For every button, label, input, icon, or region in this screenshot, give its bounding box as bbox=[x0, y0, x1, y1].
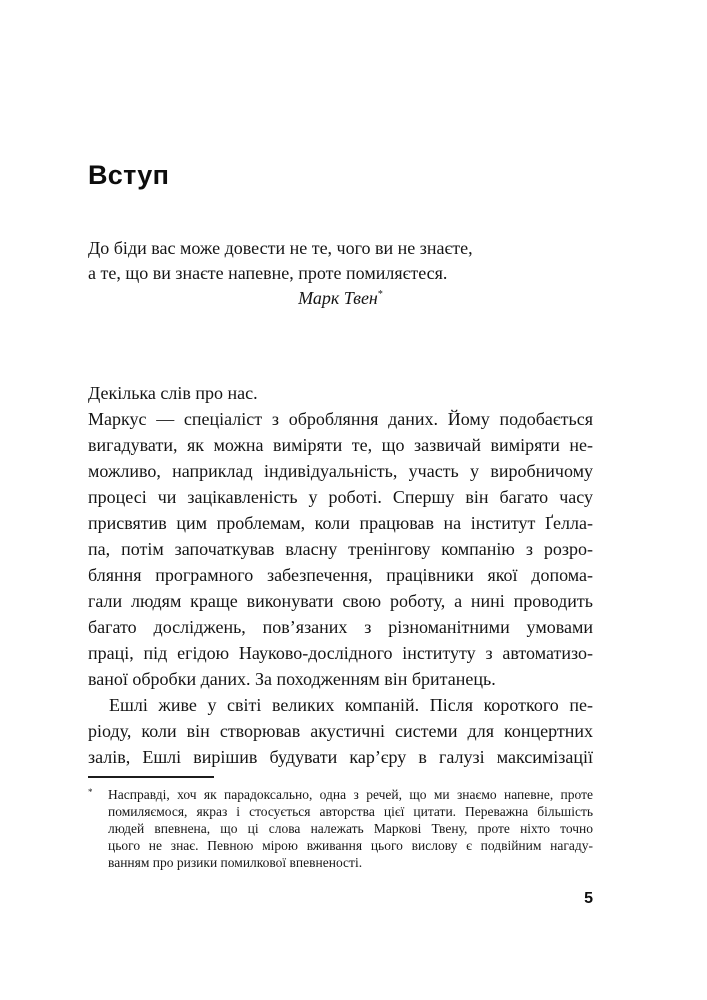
body-text bbox=[88, 380, 593, 770]
footnote-line: ванням про ризики помилкової впевненості. bbox=[108, 855, 363, 870]
epigraph-author: Марк Твен bbox=[298, 288, 378, 308]
body-line: Маркус — спеціаліст з обробляння даних. Йому подобається bbox=[88, 409, 593, 429]
body-line: можливо, наприклад індивідуальність, участь у виробничому bbox=[88, 461, 593, 481]
body-line: багато досліджень, пов’язаних з різноманітними умовами bbox=[88, 617, 593, 637]
footnote-line: Насправді, хоч як парадоксально, одна з речей, що ми знаємо напевне, проте bbox=[108, 787, 593, 802]
footnote-text bbox=[108, 786, 593, 871]
body-line: бляння програмного забезпечення, працівники якої допома- bbox=[88, 565, 593, 585]
epigraph-attribution bbox=[88, 286, 593, 311]
epigraph bbox=[88, 236, 593, 311]
body-line: праці, під егідою Науково-дослідного інституту з автоматизо- bbox=[88, 643, 593, 663]
footnote-line: людей впевнена, що ці слова належать Маркові Твену, проте ніхто точно bbox=[108, 821, 593, 836]
footnote bbox=[88, 786, 593, 871]
body-line: ваної обробки даних. За походженням він британець. bbox=[88, 669, 496, 689]
body-line: Декілька слів про нас. bbox=[88, 383, 258, 403]
epigraph-line: До біди вас може довести не те, чого ви не знаєте, bbox=[88, 238, 473, 258]
body-line: па, потім започаткував власну тренінгову компанію з розро- bbox=[88, 539, 593, 559]
epigraph-quote bbox=[88, 236, 593, 286]
footnote-line: цього не знає. Певною мірою вживання цього вислову є подвійним нагаду- bbox=[108, 838, 593, 853]
body-line: присвятив цим проблемам, коли працював на інститут Ґелла- bbox=[88, 513, 593, 533]
body-line: Ешлі живе у світі великих компаній. Після короткого пе- bbox=[109, 695, 593, 715]
body-line: залів, Ешлі вирішив будувати кар’єру в галузі максимізації bbox=[88, 747, 593, 767]
footnote-reference-marker: * bbox=[377, 289, 383, 300]
body-line: ріоду, коли він створював акустичні системи для концертних bbox=[88, 721, 593, 741]
footnote-line: помиляємося, якраз і стосується авторства цієї цитати. Переважна більшість bbox=[108, 804, 593, 819]
epigraph-line: а те, що ви знаєте напевне, проте помиляєтеся. bbox=[88, 263, 448, 283]
body-line: вигадувати, як можна виміряти те, що зазвичай виміряти не- bbox=[88, 435, 593, 455]
footnote-rule bbox=[88, 776, 214, 778]
body-line: гали людям краще виконувати свою роботу, а нині проводить bbox=[88, 591, 593, 611]
body-line: процесі чи зацікавленість у роботі. Спершу він багато часу bbox=[88, 487, 593, 507]
footnote-marker: * bbox=[88, 787, 93, 797]
chapter-title: Вступ bbox=[88, 160, 170, 191]
page-number: 5 bbox=[584, 890, 593, 907]
